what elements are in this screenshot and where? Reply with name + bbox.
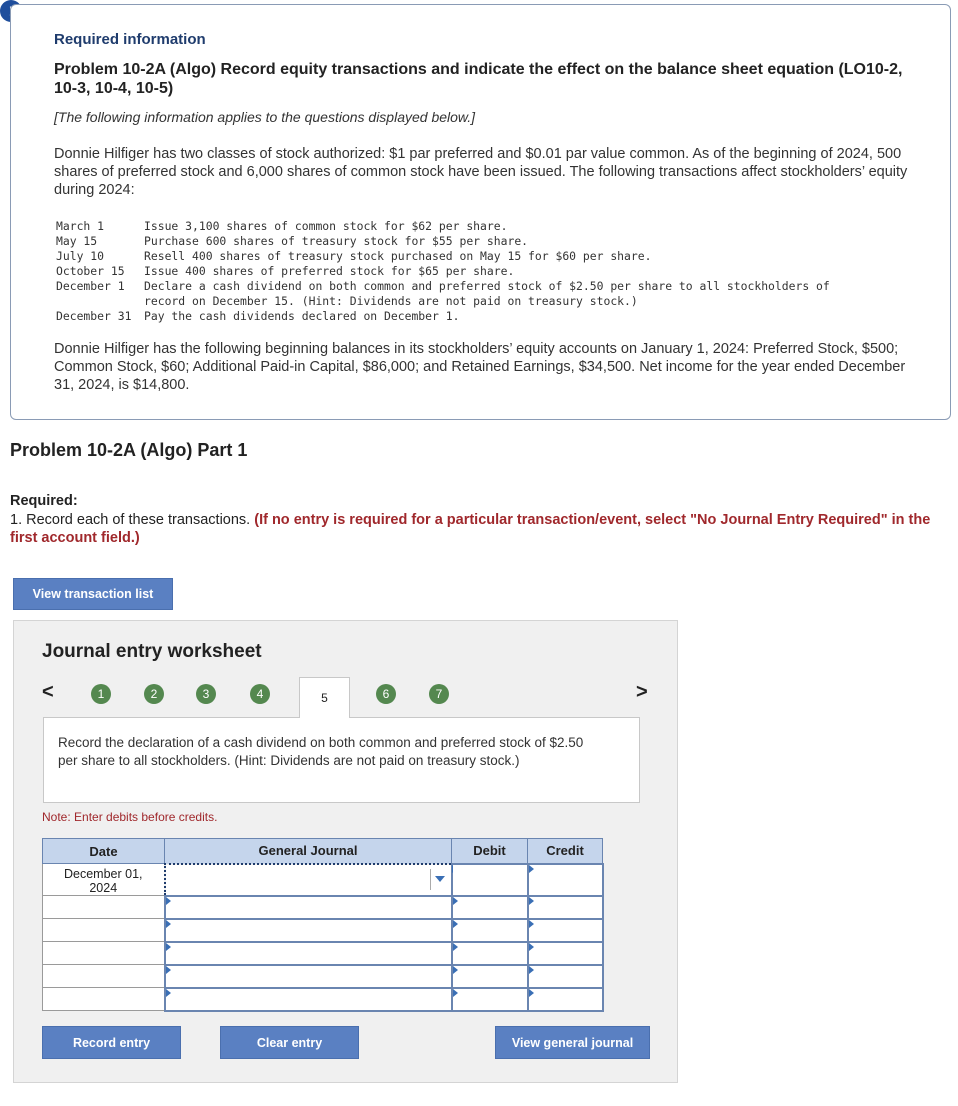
account-input[interactable] [165,942,452,965]
table-row [43,896,603,919]
account-input[interactable] [165,965,452,988]
transaction-date: December 1 [56,279,125,293]
account-select[interactable] [165,864,452,896]
transaction-desc: Pay the cash dividends declared on December 1. [144,309,460,323]
input-marker-icon [453,920,458,928]
debit-credit-note: Note: Enter debits before credits. [42,810,218,824]
required-label: Required: [10,493,78,509]
input-marker-icon [529,920,534,928]
transaction-desc: Purchase 600 shares of treasury stock for $55 per share. [144,234,529,248]
transaction-row [56,219,830,234]
problem-description: Donnie Hilfiger has two classes of stock authorized: $1 par preferred and $0.01 par value common. As of the beginning of 2024, 500 shares of preferred stock and 6,000 shares of common stock have been issued. The following transactions affect stockholders’ equity during 2024: [54,146,908,198]
required-text: 1. Record each of these transactions. [10,512,255,528]
record-entry-button[interactable]: Record entry [42,1026,181,1059]
column-header-date: Date [43,839,165,864]
table-row [43,919,603,942]
transaction-desc: Resell 400 shares of treasury stock purchased on May 15 for $60 per share. [144,249,652,263]
date-line-1: December 01, [63,867,143,881]
transaction-desc: Declare a cash dividend on both common and preferred stock of $2.50 per share to all stockholders of [144,279,830,293]
input-marker-icon [453,943,458,951]
credit-input[interactable] [528,864,603,896]
step-7[interactable]: 7 [429,684,449,704]
credit-input[interactable] [528,896,603,919]
part-title: Problem 10-2A (Algo) Part 1 [10,440,248,460]
transaction-date: December 31 [56,309,132,323]
date-cell [43,919,165,942]
column-header-credit: Credit [528,839,603,864]
transaction-date [56,294,144,309]
step-6[interactable]: 6 [376,684,396,704]
account-input[interactable] [165,896,452,919]
transaction-date: March 1 [56,219,105,233]
next-arrow-icon[interactable]: > [636,681,648,703]
credit-input[interactable] [528,919,603,942]
input-marker-icon [529,943,534,951]
input-marker-icon [166,920,171,928]
input-marker-icon [166,897,171,905]
input-marker-icon [529,865,534,873]
transaction-row [56,234,830,249]
input-marker-icon [166,966,171,974]
transaction-row [56,294,830,309]
credit-input[interactable] [528,942,603,965]
chevron-down-icon[interactable] [435,876,445,882]
previous-arrow-icon[interactable]: < [42,681,54,703]
transaction-row [56,309,830,324]
debit-input[interactable] [452,965,528,988]
table-row [43,965,603,988]
problem-title: Problem 10-2A (Algo) Record equity transactions and indicate the effect on the balance sheet equation (LO10-2, 10-3, 10-4, 10-5) [54,61,903,97]
column-header-general-journal: General Journal [165,839,452,864]
dropdown-separator [430,869,431,890]
credit-input[interactable] [528,988,603,1011]
input-marker-icon [453,897,458,905]
step-2[interactable]: 2 [144,684,164,704]
clear-entry-button[interactable]: Clear entry [220,1026,359,1059]
transaction-row [56,264,830,279]
instruction-text: Record the declaration of a cash dividend on both common and preferred stock of $2.50 per share to all stockholders. (Hint: Dividends are not paid on treasury stock.) [58,735,584,768]
view-transaction-list-button[interactable]: View transaction list [13,578,173,610]
debit-input[interactable] [452,988,528,1011]
account-input[interactable] [165,988,452,1011]
table-row [43,864,603,896]
info-note: [The following information applies to the questions displayed below.] [54,109,476,125]
date-cell [43,942,165,965]
step-1[interactable]: 1 [91,684,111,704]
debit-input[interactable] [452,864,528,896]
transaction-date: July 10 [56,249,105,263]
date-cell [43,864,165,896]
transaction-row [56,279,830,294]
column-header-debit: Debit [452,839,528,864]
date-line-2: 2024 [89,881,118,895]
input-marker-icon [166,989,171,997]
transaction-row [56,249,830,264]
view-general-journal-button[interactable]: View general journal [495,1026,650,1059]
debit-input[interactable] [452,919,528,942]
date-cell [43,988,165,1011]
required-warning: (If no entry is required for a particular transaction/event, select "No Journal Entry Required" in the first account field.) [10,512,931,546]
instruction-box [43,717,640,803]
transaction-desc: Issue 3,100 shares of common stock for $62 per share. [144,219,508,233]
required-information-heading: Required information [54,31,206,48]
date-cell [43,965,165,988]
input-marker-icon [529,897,534,905]
credit-input[interactable] [528,965,603,988]
transaction-date: May 15 [56,234,98,248]
table-row [43,988,603,1011]
required-instructions [10,511,955,547]
transactions-table [56,219,830,324]
account-input[interactable] [165,919,452,942]
input-marker-icon [453,989,458,997]
step-5-active[interactable]: 5 [299,677,350,718]
input-marker-icon [166,943,171,951]
required-information-panel [10,4,951,420]
debit-input[interactable] [452,942,528,965]
input-marker-icon [453,966,458,974]
beginning-balances-description: Donnie Hilfiger has the following beginning balances in its stockholders’ equity accounts on January 1, 2024: Preferred Stock, $500; Common Stock, $60; Additional Paid-in Capital, $86,000; and Retained Earnings, $34,500. Net income for the year ended December 31, 2024, is $14,800. [54,341,906,393]
debit-input[interactable] [452,896,528,919]
transaction-date: October 15 [56,264,125,278]
input-marker-icon [529,966,534,974]
table-row [43,942,603,965]
input-marker-icon [529,989,534,997]
step-4[interactable]: 4 [250,684,270,704]
step-3[interactable]: 3 [196,684,216,704]
date-cell [43,896,165,919]
transaction-desc: Issue 400 shares of preferred stock for $65 per share. [144,264,515,278]
journal-table [42,838,604,1012]
transaction-desc: record on December 15. (Hint: Dividends are not paid on treasury stock.) [144,294,638,308]
journal-entry-worksheet [13,620,678,1083]
worksheet-title: Journal entry worksheet [42,641,262,662]
